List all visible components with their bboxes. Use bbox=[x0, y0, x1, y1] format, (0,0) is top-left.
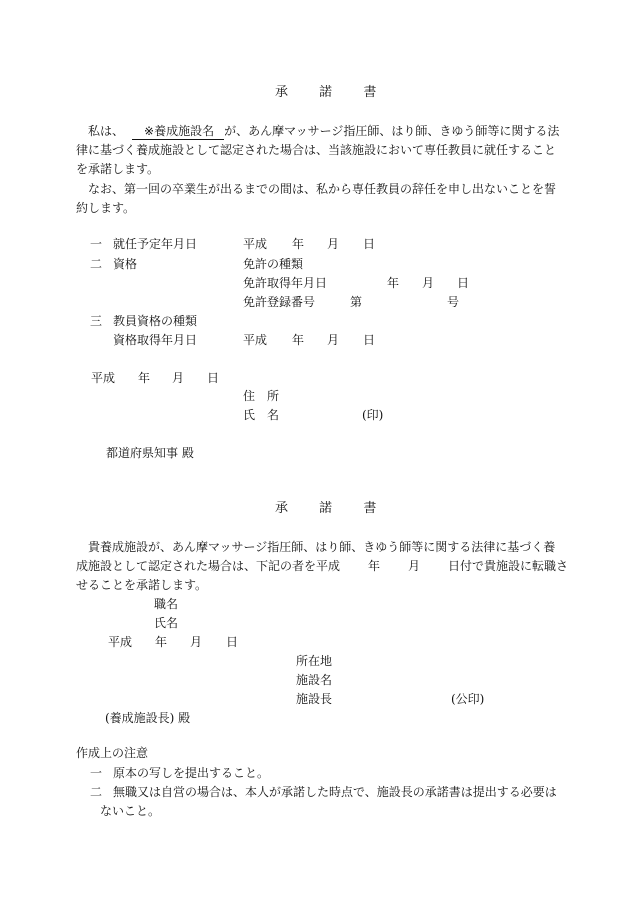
doc1-para1-rest: が、あん摩マッサージ指圧師、はり師、きゆう師等に関する法 bbox=[224, 124, 560, 138]
doc2-official-seal: (公印) bbox=[451, 692, 485, 706]
doc2-para-line2-a: 成施設として認定された場合は、下記の者を平成 bbox=[76, 559, 341, 573]
doc2-para-line3: せることを承諾します。 bbox=[76, 578, 208, 592]
notes-item1-num: 一 bbox=[90, 766, 103, 780]
doc1-para1-line1 bbox=[88, 125, 559, 137]
notes-item2-text-line2: ないこと。 bbox=[100, 804, 161, 818]
doc2-para-line2-month: 月 bbox=[408, 559, 421, 573]
doc1-para2-line2: 約します。 bbox=[76, 201, 136, 215]
doc1-date-day: 日 bbox=[207, 371, 220, 385]
doc1-title-char-3: 書 bbox=[363, 85, 377, 100]
doc2-addressee: (養成施設長) 殿 bbox=[105, 711, 191, 725]
doc2-facility-label: 施設名 bbox=[296, 673, 333, 687]
notes-item1-text: 原本の写しを提出すること。 bbox=[113, 766, 270, 780]
doc1-addressee: 都道府県知事 殿 bbox=[106, 446, 194, 460]
doc1-facility-name-placeholder: ※養成施設名 bbox=[132, 124, 224, 140]
doc1-name-label: 氏 名 bbox=[243, 408, 280, 422]
doc1-item1-year: 年 bbox=[292, 237, 305, 251]
doc1-item3-num: 三 bbox=[90, 314, 103, 328]
doc2-date-year: 年 bbox=[155, 635, 168, 649]
doc1-para1-line2: 律に基づく養成施設として認定された場合は、当該施設において専任教員に就任すること bbox=[76, 143, 557, 157]
doc1-item1-label: 就任予定年月日 bbox=[113, 237, 198, 251]
doc1-item2-license-day: 日 bbox=[457, 276, 470, 290]
doc1-seal: (印) bbox=[362, 408, 384, 422]
doc2-name-label: 氏名 bbox=[154, 616, 179, 630]
doc1-date-era: 平成 bbox=[91, 371, 116, 385]
doc1-item3-day: 日 bbox=[363, 333, 376, 347]
doc1-item3-era: 平成 bbox=[243, 333, 268, 347]
doc1-title bbox=[275, 86, 376, 99]
notes-heading: 作成上の注意 bbox=[76, 746, 149, 760]
doc1-item2-license-month: 月 bbox=[422, 276, 435, 290]
doc2-title-char-1: 承 bbox=[275, 501, 289, 516]
doc1-date-year: 年 bbox=[138, 371, 151, 385]
doc1-item1-num: 一 bbox=[90, 237, 103, 251]
doc1-title-char-2: 諾 bbox=[319, 85, 333, 100]
doc1-item2-license-type: 免許の種類 bbox=[243, 257, 304, 271]
doc2-para-line2-rest: 日付で貴施設に転職さ bbox=[448, 559, 569, 573]
doc1-item3-qualification-date: 資格取得年月日 bbox=[113, 333, 198, 347]
doc2-para-line2-year: 年 bbox=[368, 559, 381, 573]
doc1-para2-line1: なお、第一回の卒業生が出るまでの間は、私から専任教員の辞任を申し出ないことを誓 bbox=[88, 182, 557, 196]
doc1-item2-label: 資格 bbox=[113, 257, 138, 271]
doc2-job-title-label: 職名 bbox=[154, 597, 179, 611]
doc1-item3-label: 教員資格の種類 bbox=[113, 314, 198, 328]
notes-item2-text-line1: 無職又は自営の場合は、本人が承諾した時点で、施設長の承諾書は提出する必要は bbox=[113, 785, 557, 799]
doc2-para-line1: 貴養成施設が、あん摩マッサージ指圧師、はり師、きゆう師等に関する法律に基づく養 bbox=[88, 540, 556, 554]
doc2-date-day: 日 bbox=[226, 635, 239, 649]
doc2-para-line2 bbox=[76, 560, 568, 572]
doc1-item2-num: 二 bbox=[90, 257, 103, 271]
doc1-item1-era: 平成 bbox=[243, 237, 268, 251]
doc1-item3-month: 月 bbox=[327, 333, 340, 347]
doc2-title-char-3: 書 bbox=[363, 501, 377, 516]
doc1-item2-license-year: 年 bbox=[387, 276, 400, 290]
doc2-location-label: 所在地 bbox=[296, 654, 333, 668]
doc1-item2-registration-dai: 第 bbox=[350, 295, 363, 309]
doc2-date-era: 平成 bbox=[108, 635, 133, 649]
doc1-item3-year: 年 bbox=[292, 333, 305, 347]
doc1-para1-line3: を承諾します。 bbox=[76, 162, 160, 176]
doc2-director-label: 施設長 bbox=[296, 692, 333, 706]
doc1-item2-registration-go: 号 bbox=[447, 295, 460, 309]
doc1-item2-registration-number: 免許登録番号 bbox=[243, 295, 316, 309]
doc2-date-month: 月 bbox=[190, 635, 203, 649]
doc1-address-label: 住 所 bbox=[243, 389, 280, 403]
doc1-item1-month: 月 bbox=[327, 237, 340, 251]
doc1-para1-prefix: 私は、 bbox=[88, 124, 125, 138]
doc1-item2-license-date: 免許取得年月日 bbox=[243, 276, 328, 290]
doc2-title bbox=[275, 502, 376, 515]
doc1-date-month: 月 bbox=[172, 371, 185, 385]
doc2-title-char-2: 諾 bbox=[319, 501, 333, 516]
notes-item2-num: 二 bbox=[90, 785, 103, 799]
doc1-item1-day: 日 bbox=[363, 237, 376, 251]
doc1-title-char-1: 承 bbox=[275, 85, 289, 100]
